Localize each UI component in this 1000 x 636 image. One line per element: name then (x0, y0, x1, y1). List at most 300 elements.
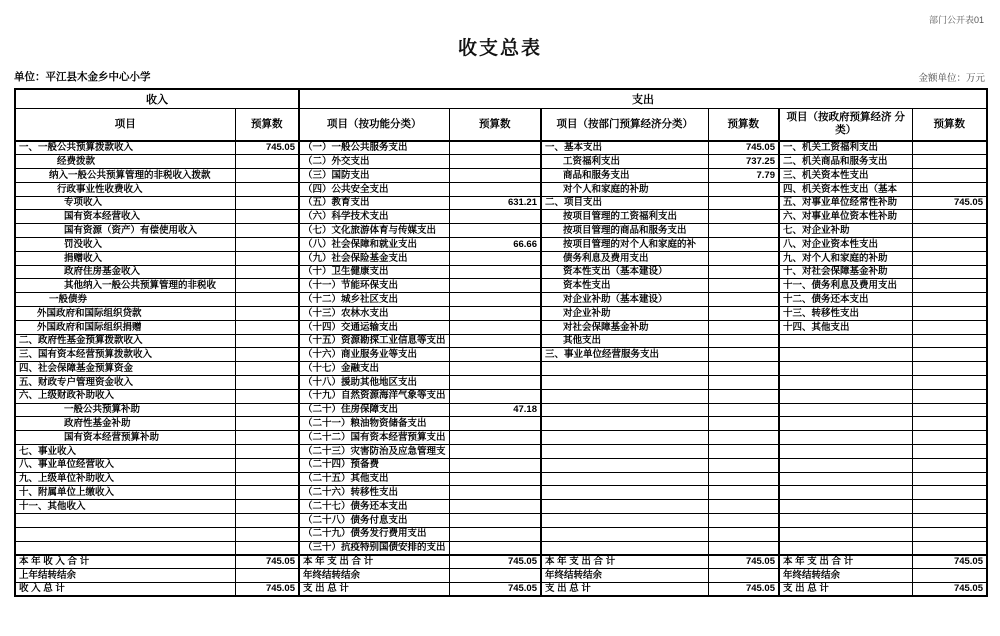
dept-econ-item-cell (541, 514, 708, 528)
gov-econ-budget-cell (912, 182, 987, 196)
dept-econ-budget-cell (708, 541, 779, 555)
function-budget-cell (449, 472, 541, 486)
col-header-gov-econ-budget: 预算数 (912, 108, 987, 141)
col-header-dept-econ-item: 项目（按部门预算经济分类） (541, 108, 708, 141)
income-total-value-cell: 745.05 (235, 583, 299, 597)
dept-econ-budget-cell (708, 376, 779, 390)
gov-econ-budget-cell (912, 169, 987, 183)
function-item-cell: （二十八）债务付息支出 (299, 514, 449, 528)
dept-econ-budget-cell: 745.05 (708, 141, 779, 155)
gov-econ-item-cell (779, 472, 912, 486)
income-budget-cell (235, 320, 299, 334)
dept-econ-budget-cell (708, 265, 779, 279)
table-row (15, 238, 987, 252)
income-budget-cell (235, 403, 299, 417)
function-item-cell: （二十五）其他支出 (299, 472, 449, 486)
function-item-cell: （六）科学技术支出 (299, 210, 449, 224)
gov-econ-budget-cell (912, 238, 987, 252)
table-row (15, 210, 987, 224)
table-row (15, 169, 987, 183)
table-row (15, 486, 987, 500)
function-budget-cell (449, 500, 541, 514)
table-row (15, 348, 987, 362)
gov-econ-item-cell (779, 348, 912, 362)
dept-econ-budget-cell (708, 320, 779, 334)
table-row (15, 541, 987, 555)
gov-econ-budget-cell (912, 362, 987, 376)
dept-econ-budget-cell (708, 334, 779, 348)
income-item-cell: 五、财政专户管理资金收入 (15, 376, 235, 390)
gov-econ-item-cell: 三、机关资本性支出 (779, 169, 912, 183)
function-budget-cell (449, 417, 541, 431)
income-item-cell (15, 541, 235, 555)
gov-econ-item-cell: 一、机关工资福利支出 (779, 141, 912, 155)
dept-econ-budget-cell (708, 293, 779, 307)
gov-econ-budget-cell: 745.05 (912, 196, 987, 210)
dept-econ-budget-cell (708, 196, 779, 210)
income-budget-cell (235, 210, 299, 224)
table-row (15, 141, 987, 155)
income-item-cell: 四、社会保障基金预算资金 (15, 362, 235, 376)
income-item-cell: 其他纳入一般公共预算管理的非税收 (15, 279, 235, 293)
dept-econ-item-cell (541, 389, 708, 403)
income-total-value-cell: 745.05 (235, 555, 299, 569)
dept-econ-item-cell: 商品和服务支出 (541, 169, 708, 183)
function-total-value-cell: 745.05 (449, 583, 541, 597)
table-row (15, 224, 987, 238)
income-budget-cell (235, 224, 299, 238)
function-item-cell: （一）一般公共服务支出 (299, 141, 449, 155)
gov-econ-item-cell (779, 486, 912, 500)
function-budget-cell (449, 182, 541, 196)
dept-econ-item-cell: 对社会保障基金补助 (541, 320, 708, 334)
dept-econ-item-cell: 按项目管理的对个人和家庭的补 (541, 238, 708, 252)
table-row (15, 265, 987, 279)
gov-econ-budget-cell (912, 500, 987, 514)
dept-econ-item-cell: 资本性支出 (541, 279, 708, 293)
table-row (15, 293, 987, 307)
function-budget-cell (449, 348, 541, 362)
function-item-cell: （十八）援助其他地区支出 (299, 376, 449, 390)
function-total-value-cell: 745.05 (449, 555, 541, 569)
income-item-cell: 外国政府和国际组织捐赠 (15, 320, 235, 334)
dept-econ-item-cell (541, 362, 708, 376)
dept-econ-item-cell (541, 472, 708, 486)
gov-econ-total-label-cell: 年终结转结余 (779, 569, 912, 583)
income-budget-cell (235, 251, 299, 265)
dept-econ-item-cell (541, 486, 708, 500)
income-item-cell (15, 527, 235, 541)
function-budget-cell (449, 224, 541, 238)
dept-econ-budget-cell (708, 417, 779, 431)
income-item-cell: 十、附属单位上缴收入 (15, 486, 235, 500)
gov-econ-budget-cell (912, 417, 987, 431)
function-budget-cell (449, 541, 541, 555)
dept-econ-budget-cell (708, 182, 779, 196)
income-budget-cell (235, 541, 299, 555)
function-item-cell: （三）国防支出 (299, 169, 449, 183)
income-item-cell: 国有资本经营预算补助 (15, 431, 235, 445)
gov-econ-budget-cell (912, 486, 987, 500)
gov-econ-budget-cell (912, 348, 987, 362)
function-item-cell: （二十四）预备费 (299, 458, 449, 472)
dept-econ-total-label-cell: 年终结转结余 (541, 569, 708, 583)
dept-econ-budget-cell (708, 251, 779, 265)
table-row (15, 279, 987, 293)
function-budget-cell (449, 265, 541, 279)
dept-econ-item-cell (541, 527, 708, 541)
function-budget-cell (449, 514, 541, 528)
dept-econ-budget-cell (708, 210, 779, 224)
form-number-label: 部门公开表01 (928, 15, 984, 25)
gov-econ-budget-cell (912, 445, 987, 459)
income-budget-cell: 745.05 (235, 141, 299, 155)
function-budget-cell (449, 141, 541, 155)
income-item-cell: 七、事业收入 (15, 445, 235, 459)
income-item-cell: 政府性基金补助 (15, 417, 235, 431)
dept-econ-budget-cell (708, 279, 779, 293)
function-item-cell: （二十二）国有资本经营预算支出 (299, 431, 449, 445)
function-budget-cell (449, 251, 541, 265)
function-item-cell: （二）外交支出 (299, 155, 449, 169)
table-row (15, 514, 987, 528)
function-budget-cell (449, 376, 541, 390)
dept-econ-item-cell: 资本性支出（基本建设） (541, 265, 708, 279)
table-row (15, 196, 987, 210)
dept-econ-item-cell (541, 500, 708, 514)
function-budget-cell (449, 279, 541, 293)
income-item-cell: 罚没收入 (15, 238, 235, 252)
dept-econ-item-cell: 按项目管理的工资福利支出 (541, 210, 708, 224)
function-budget-cell (449, 155, 541, 169)
dept-econ-budget-cell (708, 527, 779, 541)
dept-econ-budget-cell (708, 458, 779, 472)
dept-econ-budget-cell (708, 224, 779, 238)
gov-econ-total-label-cell: 支 出 总 计 (779, 583, 912, 597)
column-header-row (15, 108, 987, 141)
gov-econ-item-cell (779, 500, 912, 514)
gov-econ-budget-cell (912, 472, 987, 486)
function-total-label-cell: 支 出 总 计 (299, 583, 449, 597)
function-item-cell: （二十三）灾害防治及应急管理支 (299, 445, 449, 459)
income-item-cell: 外国政府和国际组织贷款 (15, 307, 235, 321)
gov-econ-item-cell: 十四、其他支出 (779, 320, 912, 334)
income-item-cell: 国有资本经营收入 (15, 210, 235, 224)
table-row (15, 155, 987, 169)
gov-econ-item-cell (779, 458, 912, 472)
function-item-cell: （八）社会保障和就业支出 (299, 238, 449, 252)
table-row (15, 445, 987, 459)
totals-row-annual (15, 555, 987, 569)
dept-econ-total-value-cell: 745.05 (708, 583, 779, 597)
income-item-cell: 八、事业单位经营收入 (15, 458, 235, 472)
dept-econ-budget-cell (708, 389, 779, 403)
dept-econ-total-value-cell: 745.05 (708, 555, 779, 569)
dept-econ-item-cell (541, 445, 708, 459)
income-budget-cell (235, 169, 299, 183)
function-budget-cell (449, 458, 541, 472)
dept-econ-budget-cell (708, 348, 779, 362)
unit-name-label: 单位：平江县木金乡中心小学 (14, 71, 151, 83)
dept-econ-budget-cell (708, 238, 779, 252)
dept-econ-item-cell: 对企业补助（基本建设） (541, 293, 708, 307)
dept-econ-item-cell (541, 417, 708, 431)
income-item-cell (15, 514, 235, 528)
dept-econ-budget-cell (708, 486, 779, 500)
dept-econ-item-cell: 工资福利支出 (541, 155, 708, 169)
function-budget-cell (449, 169, 541, 183)
income-budget-cell (235, 307, 299, 321)
gov-econ-item-cell (779, 389, 912, 403)
gov-econ-budget-cell (912, 251, 987, 265)
expense-section-header: 支出 (299, 89, 987, 108)
function-item-cell: （四）公共安全支出 (299, 182, 449, 196)
function-budget-cell: 631.21 (449, 196, 541, 210)
gov-econ-budget-cell (912, 293, 987, 307)
income-item-cell: 六、上级财政补助收入 (15, 389, 235, 403)
section-header-row (15, 89, 987, 108)
function-budget-cell (449, 334, 541, 348)
dept-econ-budget-cell (708, 431, 779, 445)
income-section-header: 收入 (15, 89, 299, 108)
table-row (15, 307, 987, 321)
income-budget-cell (235, 431, 299, 445)
dept-econ-budget-cell (708, 403, 779, 417)
income-budget-cell (235, 293, 299, 307)
function-budget-cell (449, 445, 541, 459)
function-item-cell: （十三）农林水支出 (299, 307, 449, 321)
gov-econ-item-cell: 十、对社会保障基金补助 (779, 265, 912, 279)
gov-econ-item-cell (779, 527, 912, 541)
totals-row-carryover (15, 569, 987, 583)
income-budget-cell (235, 472, 299, 486)
gov-econ-budget-cell (912, 527, 987, 541)
dept-econ-budget-cell: 737.25 (708, 155, 779, 169)
income-budget-cell (235, 196, 299, 210)
gov-econ-item-cell: 七、对企业补助 (779, 224, 912, 238)
dept-econ-item-cell: 债务利息及费用支出 (541, 251, 708, 265)
dept-econ-budget-cell (708, 362, 779, 376)
gov-econ-budget-cell (912, 458, 987, 472)
dept-econ-budget-cell (708, 514, 779, 528)
income-item-cell: 纳入一般公共预算管理的非税收入拨款 (15, 169, 235, 183)
col-header-function-item: 项目（按功能分类） (299, 108, 449, 141)
income-total-label-cell: 本 年 收 入 合 计 (15, 555, 235, 569)
income-item-cell: 一般债券 (15, 293, 235, 307)
income-item-cell: 专项收入 (15, 196, 235, 210)
income-budget-cell (235, 265, 299, 279)
table-row (15, 362, 987, 376)
function-budget-cell (449, 431, 541, 445)
gov-econ-budget-cell (912, 541, 987, 555)
col-header-income-budget: 预算数 (235, 108, 299, 141)
dept-econ-budget-cell: 7.79 (708, 169, 779, 183)
dept-econ-item-cell (541, 458, 708, 472)
table-row (15, 334, 987, 348)
gov-econ-item-cell (779, 431, 912, 445)
function-budget-cell (449, 320, 541, 334)
dept-econ-item-cell (541, 403, 708, 417)
income-budget-cell (235, 445, 299, 459)
function-item-cell: （二十七）债务还本支出 (299, 500, 449, 514)
function-item-cell: （七）文化旅游体育与传媒支出 (299, 224, 449, 238)
function-budget-cell: 47.18 (449, 403, 541, 417)
col-header-gov-econ-item: 项目（按政府预算经济 分类） (779, 108, 912, 141)
function-item-cell: （二十）住房保障支出 (299, 403, 449, 417)
gov-econ-item-cell: 十二、债务还本支出 (779, 293, 912, 307)
table-row (15, 431, 987, 445)
income-budget-cell (235, 417, 299, 431)
gov-econ-item-cell (779, 445, 912, 459)
dept-econ-budget-cell (708, 307, 779, 321)
col-header-dept-econ-budget: 预算数 (708, 108, 779, 141)
gov-econ-item-cell: 八、对企业资本性支出 (779, 238, 912, 252)
function-budget-cell (449, 362, 541, 376)
function-total-label-cell: 年终结转结余 (299, 569, 449, 583)
function-item-cell: （十一）节能环保支出 (299, 279, 449, 293)
gov-econ-total-label-cell: 本 年 支 出 合 计 (779, 555, 912, 569)
gov-econ-budget-cell (912, 431, 987, 445)
gov-econ-budget-cell (912, 141, 987, 155)
dept-econ-item-cell (541, 431, 708, 445)
income-budget-cell (235, 362, 299, 376)
gov-econ-item-cell (779, 362, 912, 376)
table-header (15, 89, 987, 141)
income-item-cell: 一、一般公共预算拨款收入 (15, 141, 235, 155)
function-item-cell: （九）社会保险基金支出 (299, 251, 449, 265)
income-item-cell: 政府住房基金收入 (15, 265, 235, 279)
function-item-cell: （五）教育支出 (299, 196, 449, 210)
income-budget-cell (235, 348, 299, 362)
amount-unit-label: 金额单位：万元 (918, 73, 985, 84)
page-title: 收支总表 (457, 38, 542, 59)
function-item-cell: （二十九）债务发行费用支出 (299, 527, 449, 541)
function-budget-cell (449, 389, 541, 403)
function-item-cell: （十）卫生健康支出 (299, 265, 449, 279)
income-item-cell: 三、国有资本经营预算拨款收入 (15, 348, 235, 362)
income-item-cell: 经费拨款 (15, 155, 235, 169)
table-row (15, 417, 987, 431)
gov-econ-item-cell: 十三、转移性支出 (779, 307, 912, 321)
function-item-cell: （二十一）粮油物资储备支出 (299, 417, 449, 431)
function-item-cell: （十五）资源勘探工业信息等支出 (299, 334, 449, 348)
table-row (15, 182, 987, 196)
income-budget-cell (235, 527, 299, 541)
function-budget-cell (449, 307, 541, 321)
income-budget-cell (235, 376, 299, 390)
function-item-cell: （十六）商业服务业等支出 (299, 348, 449, 362)
gov-econ-item-cell (779, 417, 912, 431)
table-row (15, 500, 987, 514)
function-item-cell: （十七）金融支出 (299, 362, 449, 376)
dept-econ-item-cell (541, 376, 708, 390)
table-row (15, 320, 987, 334)
table-row (15, 472, 987, 486)
dept-econ-item-cell: 对企业补助 (541, 307, 708, 321)
gov-econ-budget-cell (912, 334, 987, 348)
dept-econ-budget-cell (708, 500, 779, 514)
dept-econ-item-cell: 对个人和家庭的补助 (541, 182, 708, 196)
income-item-cell: 行政事业性收费收入 (15, 182, 235, 196)
income-total-label-cell: 收 入 总 计 (15, 583, 235, 597)
dept-econ-item-cell: 按项目管理的商品和服务支出 (541, 224, 708, 238)
income-budget-cell (235, 458, 299, 472)
function-item-cell: （十二）城乡社区支出 (299, 293, 449, 307)
gov-econ-item-cell (779, 403, 912, 417)
income-budget-cell (235, 486, 299, 500)
income-item-cell: 一般公共预算补助 (15, 403, 235, 417)
function-total-label-cell: 本 年 支 出 合 计 (299, 555, 449, 569)
dept-econ-total-label-cell: 本 年 支 出 合 计 (541, 555, 708, 569)
function-item-cell: （十四）交通运输支出 (299, 320, 449, 334)
gov-econ-total-value-cell: 745.05 (912, 583, 987, 597)
function-budget-cell (449, 527, 541, 541)
dept-econ-total-label-cell: 支 出 总 计 (541, 583, 708, 597)
gov-econ-item-cell: 四、机关资本性支出（基本 (779, 182, 912, 196)
gov-econ-item-cell: 六、对事业单位资本性补助 (779, 210, 912, 224)
income-budget-cell (235, 514, 299, 528)
dept-econ-item-cell: 其他支出 (541, 334, 708, 348)
gov-econ-item-cell (779, 541, 912, 555)
table-body (15, 141, 987, 596)
income-budget-cell (235, 155, 299, 169)
income-budget-cell (235, 182, 299, 196)
gov-econ-budget-cell (912, 224, 987, 238)
dept-econ-budget-cell (708, 472, 779, 486)
income-budget-cell (235, 238, 299, 252)
gov-econ-budget-cell (912, 210, 987, 224)
gov-econ-total-value-cell: 745.05 (912, 555, 987, 569)
gov-econ-budget-cell (912, 279, 987, 293)
gov-econ-budget-cell (912, 307, 987, 321)
income-total-value-cell (235, 569, 299, 583)
income-item-cell: 捐赠收入 (15, 251, 235, 265)
table-row (15, 251, 987, 265)
dept-econ-item-cell: 三、事业单位经营服务支出 (541, 348, 708, 362)
gov-econ-item-cell: 五、对事业单位经常性补助 (779, 196, 912, 210)
gov-econ-item-cell (779, 376, 912, 390)
col-header-income-item: 项目 (15, 108, 235, 141)
income-item-cell: 国有资源（资产）有偿使用收入 (15, 224, 235, 238)
totals-row-grand (15, 583, 987, 597)
gov-econ-budget-cell (912, 155, 987, 169)
function-budget-cell (449, 210, 541, 224)
gov-econ-item-cell: 十一、债务利息及费用支出 (779, 279, 912, 293)
gov-econ-budget-cell (912, 389, 987, 403)
income-budget-cell (235, 389, 299, 403)
dept-econ-item-cell: 一、基本支出 (541, 141, 708, 155)
function-item-cell: （二十六）转移性支出 (299, 486, 449, 500)
table-row (15, 458, 987, 472)
dept-econ-item-cell (541, 541, 708, 555)
gov-econ-item-cell: 二、机关商品和服务支出 (779, 155, 912, 169)
table-row (15, 389, 987, 403)
gov-econ-budget-cell (912, 403, 987, 417)
gov-econ-total-value-cell (912, 569, 987, 583)
income-budget-cell (235, 500, 299, 514)
gov-econ-budget-cell (912, 320, 987, 334)
gov-econ-budget-cell (912, 514, 987, 528)
table-row (15, 527, 987, 541)
gov-econ-item-cell: 九、对个人和家庭的补助 (779, 251, 912, 265)
income-expenditure-table (14, 88, 988, 597)
income-budget-cell (235, 334, 299, 348)
table-row (15, 403, 987, 417)
table-row (15, 376, 987, 390)
dept-econ-budget-cell (708, 445, 779, 459)
col-header-function-budget: 预算数 (449, 108, 541, 141)
income-total-label-cell: 上年结转结余 (15, 569, 235, 583)
